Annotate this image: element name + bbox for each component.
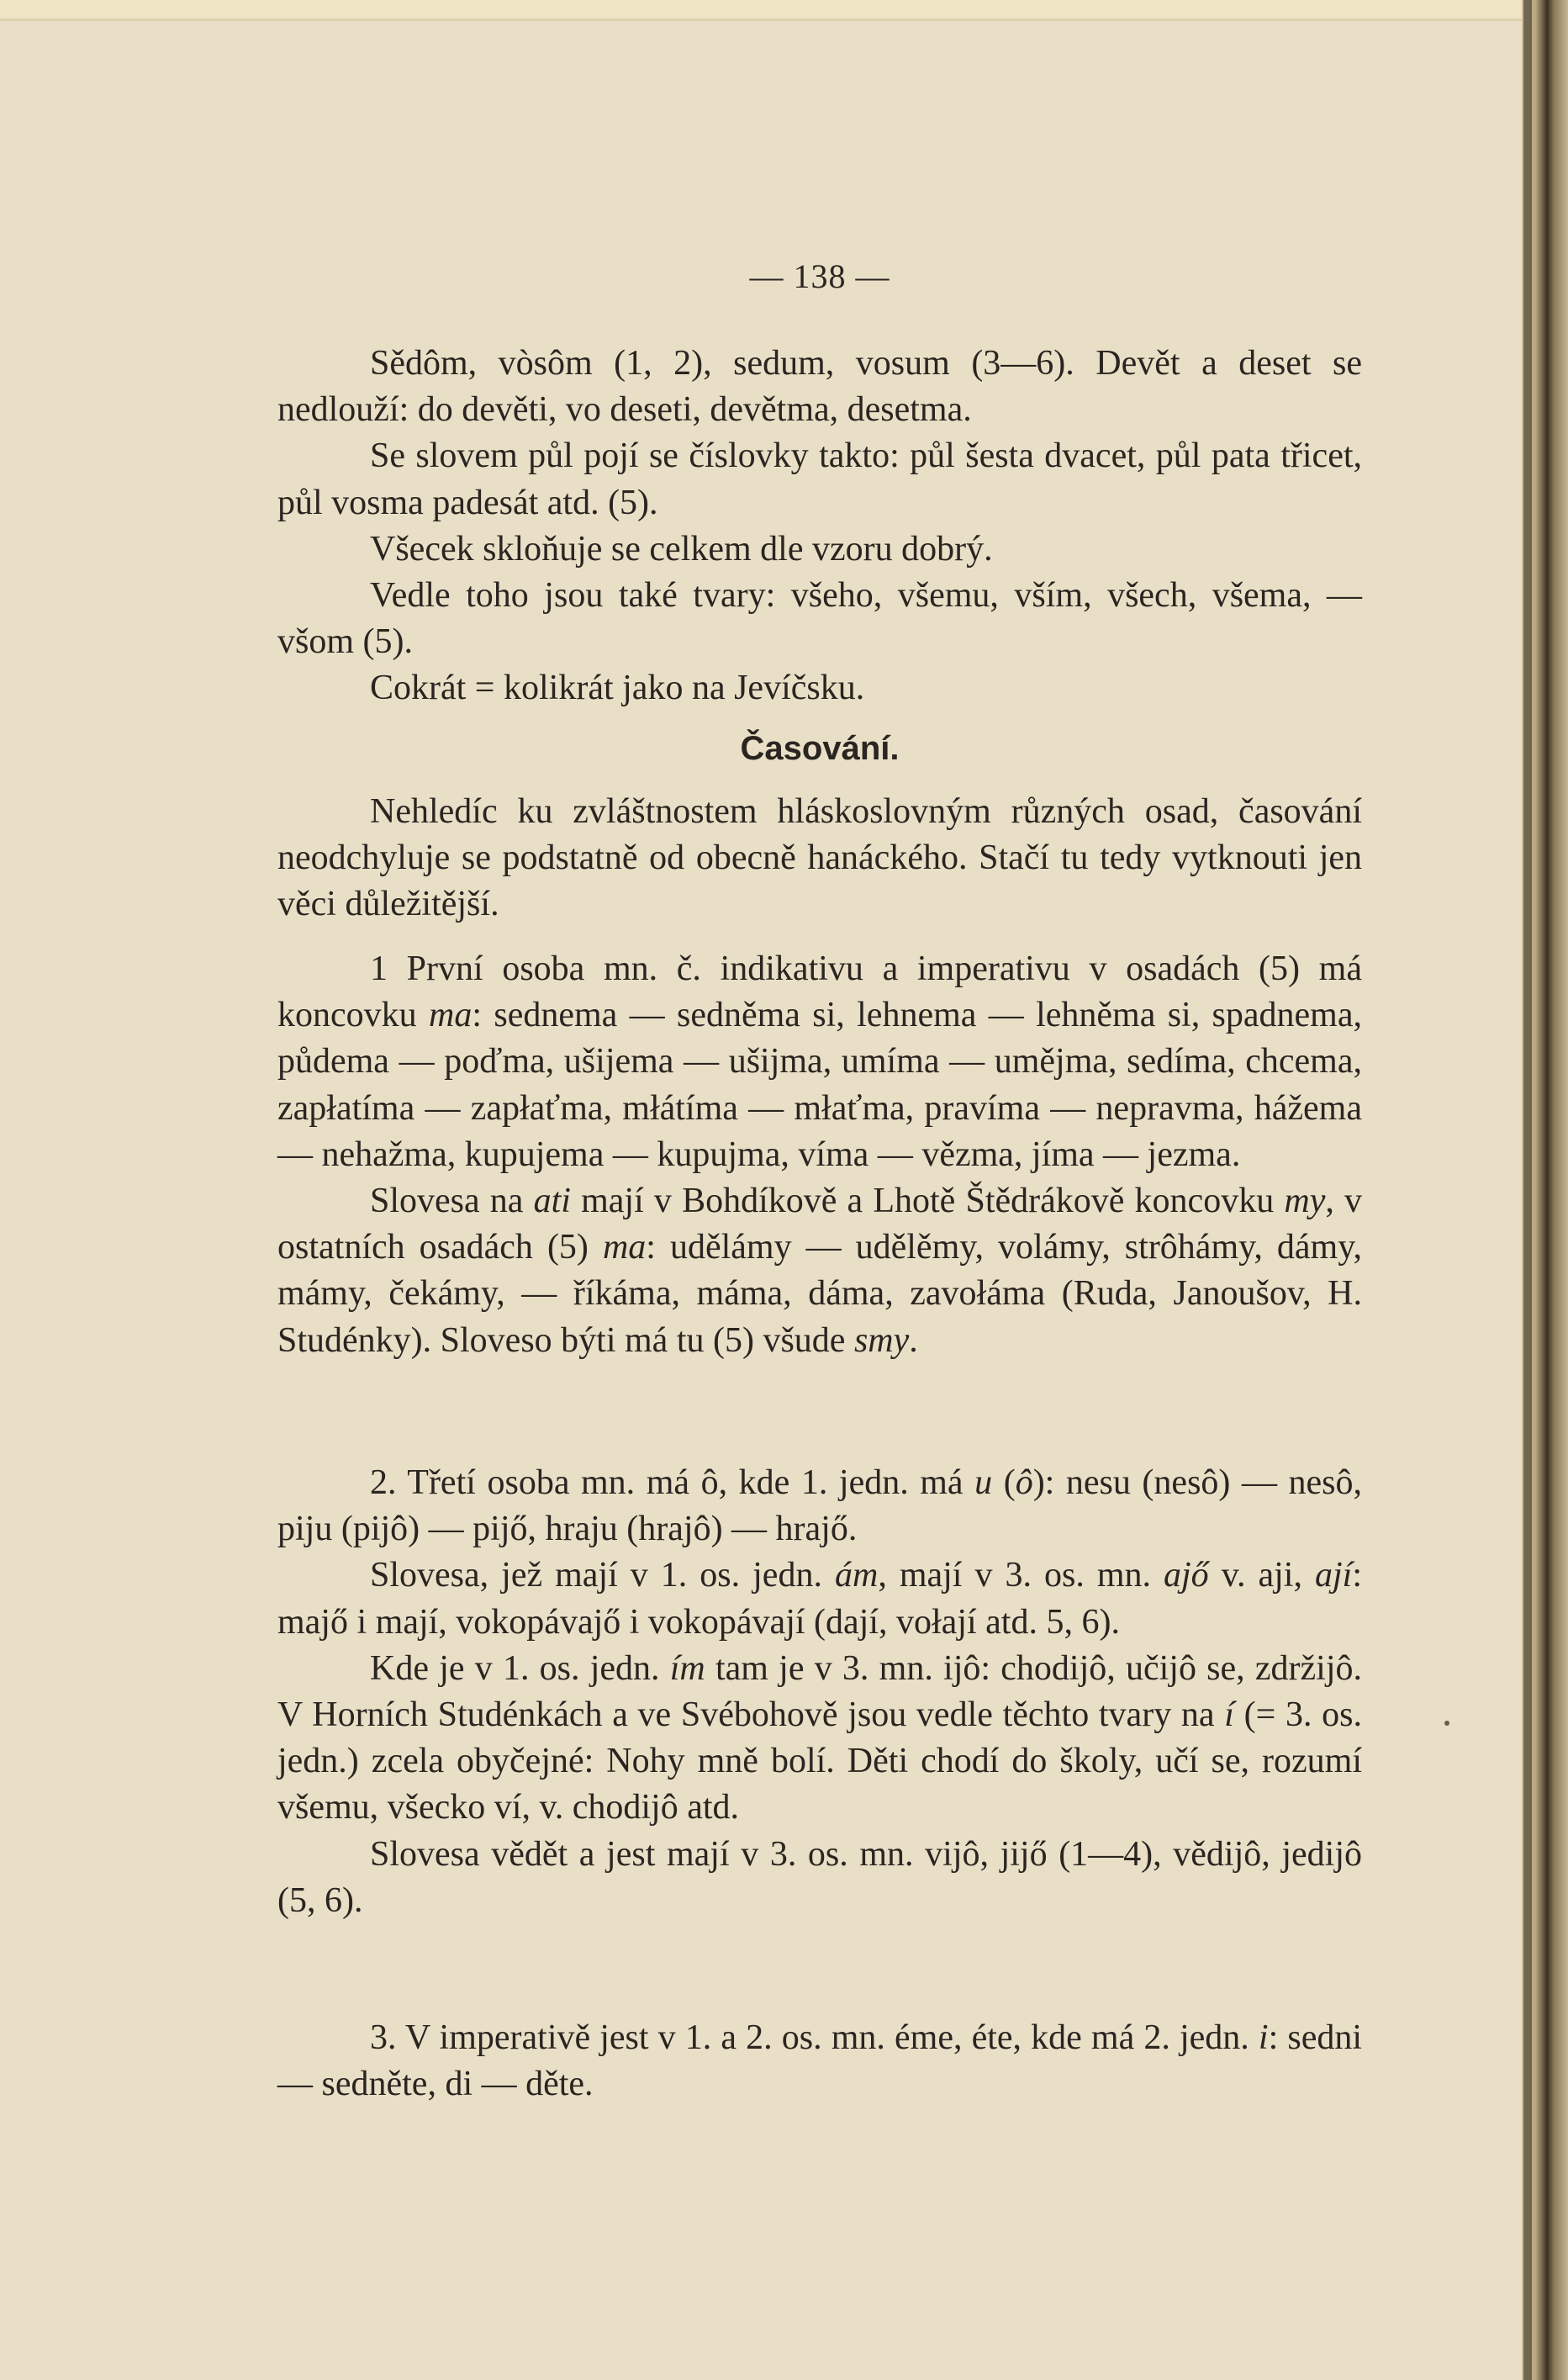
first-person-section [277,946,1362,1364]
paragraph-kde-je: Kde je v 1. os. jedn. ím tam je v 3. mn. ijô: chodijô, učijô se, zdržijô. V Horních Studénkách a ve Svébohově jsou vedle těchto tvary na í (= 3. os. jedn.) zcela obyčejné: Nohy mně bolí. Děti chodí do školy, učí se, rozumí všemu, všecko ví, v. chodijô atd. [277,1648,1362,1827]
numerals-section [277,341,1362,712]
paragraph-nehledic: Nehledíc ku zvláštnostem hláskoslovným různých osad, časování neodchyluje se podstatně od obecně hanáckého. Stačí tu tedy vytknouti jen věci důležitější. [277,792,1362,924]
paragraph-devet-deset: Sědôm, vòsôm (1, 2), sedum, vosum (3—6). Devět a deset se nedlouží: do devěti, vo deseti, devětma, desetma. [277,344,1362,430]
paragraph-slovesa-na-ati: Slovesa na ati mají v Bohdíkově a Lhotě Štědrákově koncovku my, v ostatních osadách (5) ma: udělámy — udělěmy, volámy, strôhámy, dámy, mámy, čekámy, — říkáma, máma, dáma, zavołáma (Ruda, Janoušov, H. Studénky). Sloveso býti má tu (5) všude smy. [277,1182,1362,1360]
section-heading-casovani: Časování. [740,730,900,767]
paper-speck [1444,1721,1449,1726]
paragraph-vedle-toho: Vedle toho jsou také tvary: všeho, všemu, vším, všech, všema, — všom (5). [277,576,1362,662]
gutter-shadow [1523,0,1532,2380]
paragraph-vsecek: Všecek skloňuje se celkem dle vzoru dobrý. [370,529,993,569]
paragraph-slovesa-am: Slovesa, jež mají v 1. os. jedn. ám, mají v 3. os. mn. ajő v. aji, ají: majő i mají, vokopávajő i vokopávají (dají, vołají atd. 5, 6). [277,1556,1362,1642]
paragraph-prvni-osoba: 1 První osoba mn. č. indikativu a imperativu v osadách (5) má koncovku ma: sednema — sedněma si, lehnema — lehněma si, spadnema, půdema — poďma, ušijema — ušijma, umíma — umějma, sedíma, chcema, zapłatíma — zapłaťma, młátíma — młaťma, pravíma — nepravma, hážema — nehažma, kupujema — kupujma, víma — vězma, jíma — jezma. [277,949,1362,1174]
paragraph-pul: Se slovem půl pojí se číslovky takto: půl šesta dvacet, půl pata třicet, půl vosma padesát atd. (5). [277,436,1362,522]
conjugation-intro [277,789,1362,928]
paragraph-treti-osoba: 2. Třetí osoba mn. má ô, kde 1. jedn. má u (ô): nesu (nesô) — nesô, piju (pijô) — pijő, hraju (hrajô) — hrajő. [277,1463,1362,1549]
paragraph-imperative: 3. V imperativě jest v 1. a 2. os. mn. éme, éte, kde má 2. jedn. i: sedni — sedněte, di — děte. [277,2018,1363,2104]
ending-ma: ma [429,996,473,1035]
paragraph-cokrat: Cokrát = kolikrát jako na Jevíčsku. [370,669,865,708]
page-top-edge [0,0,1522,21]
third-person-section [277,1460,1362,1924]
paragraph-vedet-jest: Slovesa vědět a jest mají v 3. os. mn. vijô, jijő (1—4), vědijô, jedijô (5, 6). [277,1834,1362,1920]
imperative-section [277,2015,1362,2108]
page-number: — 138 — [749,257,890,295]
